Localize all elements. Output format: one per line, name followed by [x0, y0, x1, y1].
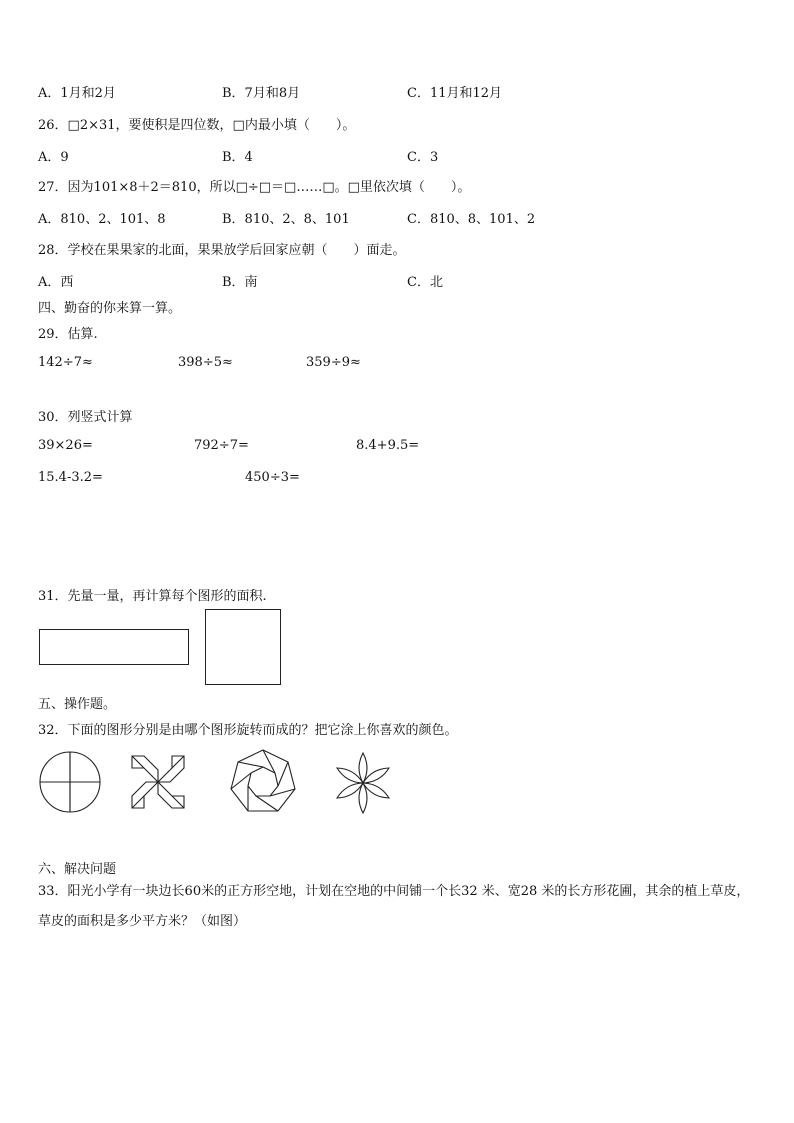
- q26-option-c: C．3: [407, 150, 439, 165]
- q30-item: 450÷3=: [245, 470, 300, 485]
- q25-option-a: A．1月和2月: [38, 86, 116, 101]
- q26-option-a: A．9: [38, 150, 69, 165]
- q27-stem: 27．因为101×8＋2＝810，所以□÷□＝□……□。□里依次填（ ）。: [38, 180, 471, 195]
- section-6-heading: 六、解决问题: [38, 862, 117, 877]
- cross-figure: [130, 754, 186, 810]
- pinwheel-figure: [38, 750, 102, 814]
- q28-option-b: B．南: [222, 275, 258, 290]
- q28-option-c: C．北: [407, 275, 443, 290]
- q31-stem: 31．先量一量，再计算每个图形的面积.: [38, 589, 267, 604]
- q27-option-b: B．810、2、8、101: [222, 212, 350, 227]
- q29-stem: 29．估算.: [38, 327, 98, 342]
- q30-item: 39×26=: [38, 438, 93, 453]
- q30-item: 792÷7=: [194, 438, 249, 453]
- q29-item: 142÷7≈: [38, 355, 93, 370]
- q30-stem: 30．列竖式计算: [38, 410, 133, 425]
- q26-option-b: B．4: [222, 150, 253, 165]
- q28-option-a: A．西: [38, 275, 74, 290]
- q27-option-c: C．810、8、101、2: [407, 212, 536, 227]
- heptagon-figure: [228, 747, 298, 817]
- q26-stem: 26．□2×31，要使积是四位数，□内最小填（ ）。: [38, 118, 356, 133]
- q32-stem: 32．下面的图形分别是由哪个图形旋转而成的？把它涂上你喜欢的颜色。: [38, 723, 458, 738]
- section-5-heading: 五、操作题。: [38, 697, 117, 712]
- measure-rectangle: [39, 629, 189, 665]
- measure-square: [205, 609, 281, 685]
- section-4-heading: 四、勤奋的你来算一算。: [38, 301, 182, 316]
- q27-option-a: A．810、2、101、8: [38, 212, 166, 227]
- q29-item: 359÷9≈: [306, 355, 361, 370]
- q33-stem: 33．阳光小学有一块边长60米的正方形空地，计划在空地的中间铺一个长32 米、宽28 米的长方形花圃，其余的植上草皮，草皮的面积是多少平方米？（如图）: [38, 884, 750, 929]
- q30-item: 15.4-3.2=: [38, 470, 103, 485]
- q29-item: 398÷5≈: [178, 355, 233, 370]
- flower-figure: [330, 750, 396, 816]
- q25-option-b: B．7月和8月: [222, 86, 301, 101]
- q28-stem: 28．学校在果果家的北面，果果放学后回家应朝（ ）面走。: [38, 243, 406, 258]
- q30-item: 8.4+9.5=: [356, 438, 420, 453]
- q25-option-c: C．11月和12月: [407, 86, 503, 101]
